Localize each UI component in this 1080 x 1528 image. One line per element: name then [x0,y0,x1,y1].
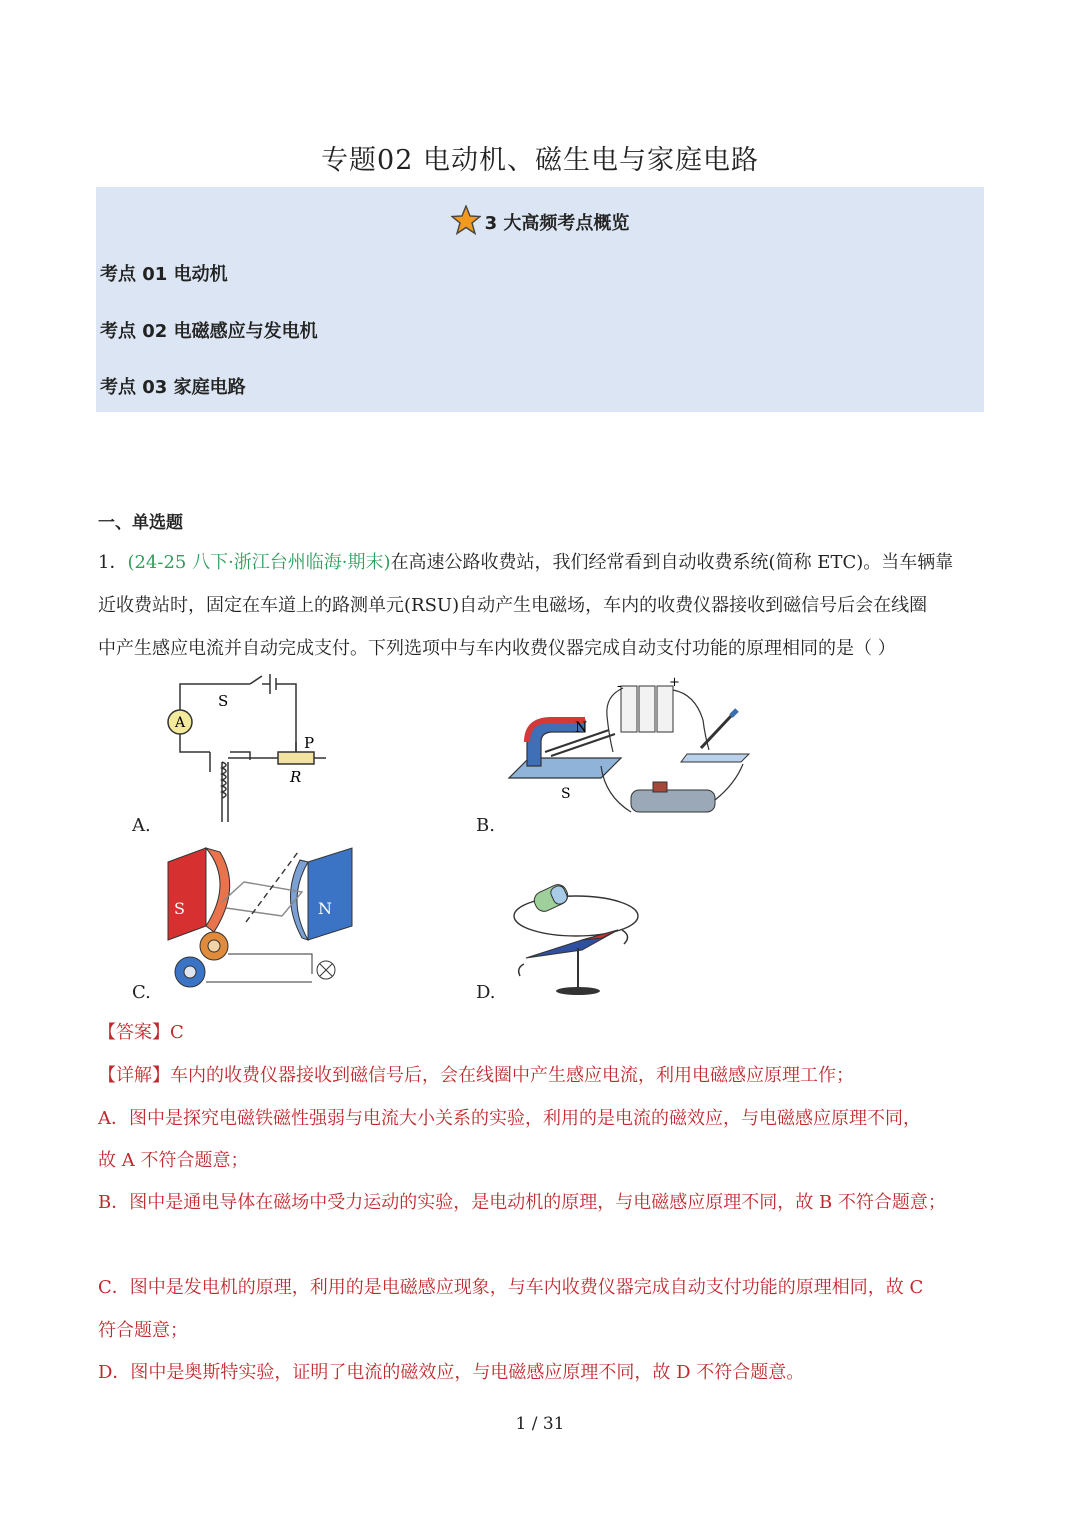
answer-label: 【答案】 [98,1022,170,1043]
magnet-label-s: S [561,786,571,802]
page-title: 专题02 电动机、磁生电与家庭电路 [321,145,759,176]
question-source: (24-25 八下·浙江台州临海·期末) [127,552,391,573]
battery-plus: + [669,676,680,690]
explanation-a-1: A．图中是探究电磁铁磁性强弱与电流大小关系的实验，利用的是电流的磁效应，与电磁感应原理不同， [98,1108,921,1129]
explanation-c-1: C．图中是发电机的原理，利用的是电磁感应现象，与车内收费仪器完成自动支付功能的原理相同，故 C [98,1277,924,1298]
summary-heading [96,205,984,235]
magnet-label-n-c: N [318,899,332,918]
battery-minus: - [617,678,622,694]
figure-a-electromagnet-circuit [150,672,370,832]
explanation-label: 【详解】 [98,1065,170,1086]
explanation-d-1: D．图中是奥斯特实验，证明了电流的磁效应，与电磁感应原理不同，故 D 不符合题意。 [98,1362,805,1383]
magnet-label-n: N [575,720,588,736]
explanation-c-2: 符合题意； [98,1320,188,1341]
explanation-a-2: 故 A 不符合题意； [98,1150,249,1171]
page-number: 1 / 31 [515,1414,565,1434]
summary-box [96,187,984,412]
answer-line [98,1018,184,1044]
switch-label-s: S [218,692,229,710]
resistor-label-r: R [290,768,302,786]
option-b-label: B. [476,815,495,836]
option-c-label: C. [132,982,151,1003]
explanation-intro: 车内的收费仪器接收到磁信号后，会在线圈中产生感应电流，利用电磁感应原理工作； [170,1065,854,1086]
ammeter-label: A [174,715,186,731]
question-text-1: 在高速公路收费站，我们经常看到自动收费系统(简称 ETC)。当车辆靠 [390,552,954,573]
question-line-2: 近收费站时，固定在车道上的路测单元(RSU)自动产生电磁场，车内的收费仪器接收到磁信号后会在线圈 [98,595,928,616]
question-line-3: 中产生感应电流并自动完成支付。下列选项中与车内收费仪器完成自动支付功能的原理相同的是（ ） [98,638,896,659]
option-a-label: A. [132,815,151,836]
magnet-label-s-c: S [174,899,185,918]
slider-label-p: P [304,734,315,752]
explanation-b-1: B．图中是通电导体在磁场中受力运动的实验，是电动机的原理，与电磁感应原理不同，故 B 不符合题意； [98,1192,946,1213]
figure-d-oersted-experiment [506,878,646,998]
key-point-1: 考点 01 电动机 [100,264,228,285]
key-point-3: 考点 03 家庭电路 [100,377,246,398]
question-line-1 [98,549,953,577]
summary-heading-text: 3 大高频考点概览 [484,213,630,234]
figure-c-generator [162,842,372,1000]
key-point-2: 考点 02 电磁感应与发电机 [100,321,318,342]
option-d-label: D. [476,982,496,1003]
question-number: 1． [98,552,128,573]
star-icon [451,205,481,235]
explanation-intro-line [98,1061,854,1087]
answer-value: C [170,1022,184,1043]
section-title: 一、单选题 [98,513,183,533]
figure-b-motor-experiment [505,676,760,832]
